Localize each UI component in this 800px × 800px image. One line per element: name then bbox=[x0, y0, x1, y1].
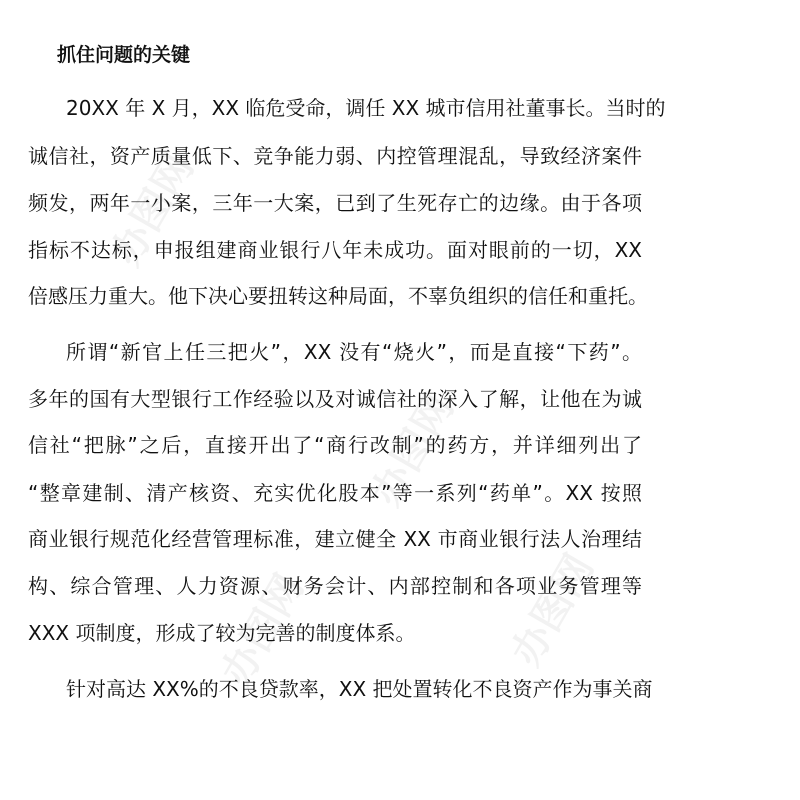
section-heading: 抓住问题的关键 bbox=[57, 44, 191, 66]
paragraph-line: 倍感压力重大。他下决心要扭转这种局面，不辜负组织的信任和重托。 bbox=[28, 284, 648, 308]
paragraph-line: 针对高达 XX%的不良贷款率，XX 把处置转化不良资产作为事关商 bbox=[66, 677, 653, 701]
paragraph-line: 所谓“新官上任三把火”，XX 没有“烧火”，而是直接“下药”。 bbox=[66, 340, 642, 364]
paragraph-line: 构、综合管理、人力资源、财务会计、内部控制和各项业务管理等 bbox=[28, 574, 642, 598]
watermark: 办图网 bbox=[363, 386, 463, 514]
watermark: 办图网 bbox=[213, 566, 313, 694]
paragraph-line: 多年的国有大型银行工作经验以及对诚信社的深入了解，让他在为诚 bbox=[28, 387, 642, 411]
watermark: 办图网 bbox=[503, 546, 603, 674]
paragraph-line: 诚信社，资产质量低下、竞争能力弱、内控管理混乱，导致经济案件 bbox=[28, 144, 642, 168]
paragraph-line: 信社“把脉”之后，直接开出了“商行改制”的药方，并详细列出了 bbox=[28, 433, 642, 457]
paragraph-line: 20XX 年 X 月，XX 临危受命，调任 XX 城市信用社董事长。当时的 bbox=[66, 96, 666, 120]
watermark: 办图网 bbox=[103, 146, 203, 274]
paragraph-line: “整章建制、清产核资、充实优化股本”等一系列“药单”。XX 按照 bbox=[28, 481, 642, 505]
paragraph-line: 商业银行规范化经营管理标准，建立健全 XX 市商业银行法人治理结 bbox=[28, 527, 642, 551]
paragraph-line: 频发，两年一小案，三年一大案，已到了生死存亡的边缘。由于各项 bbox=[28, 191, 642, 215]
paragraph-line: 指标不达标，申报组建商业银行八年未成功。面对眼前的一切，XX bbox=[28, 238, 642, 262]
paragraph-line: XXX 项制度，形成了较为完善的制度体系。 bbox=[28, 621, 416, 645]
